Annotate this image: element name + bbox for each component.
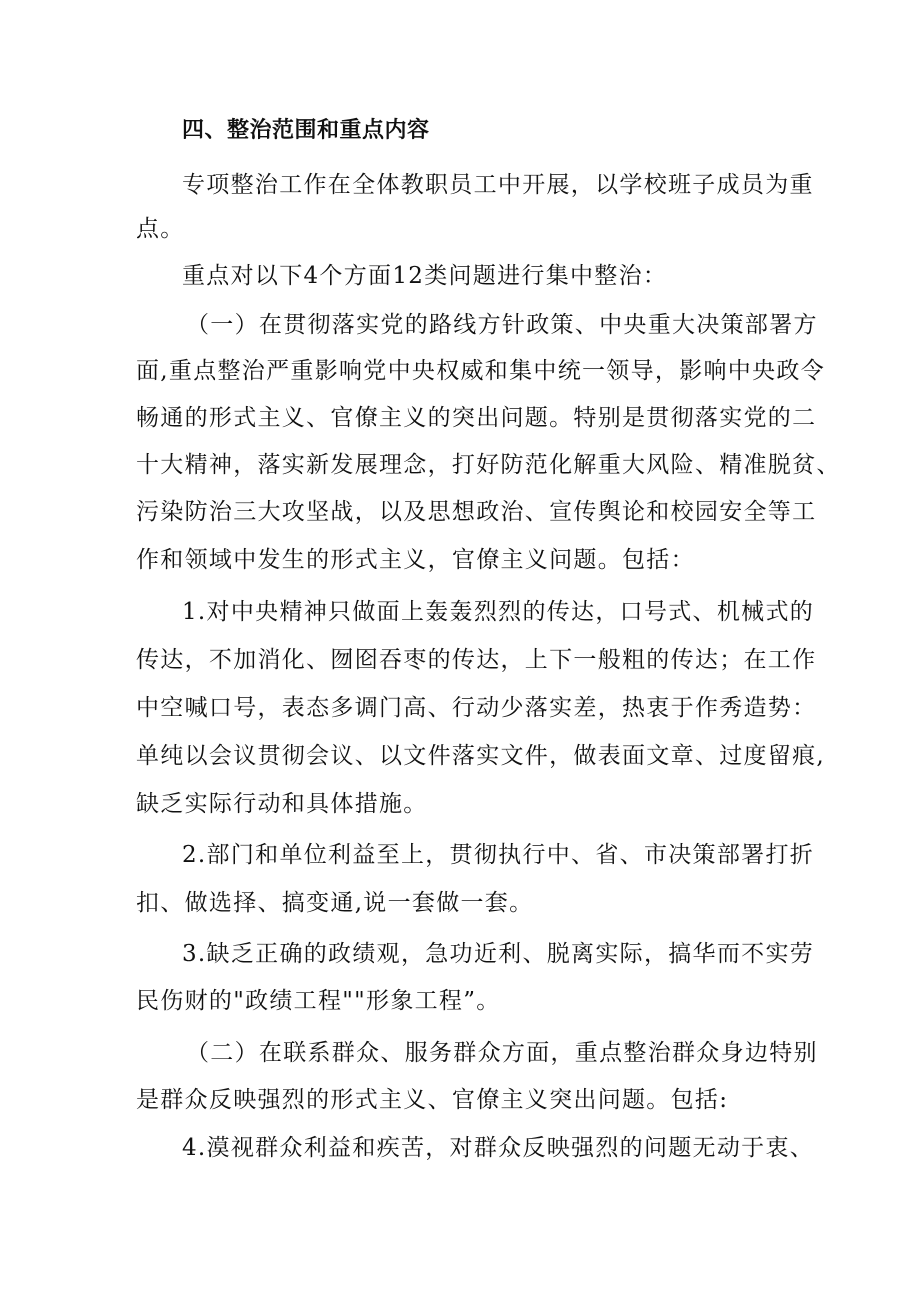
paragraph-line: 中空喊口号，表态多调门高、行动少落实差，热衷于作秀造势： (136, 695, 817, 721)
paragraph-line: 污染防治三大攻坚战，以及思想政治、宣传舆论和校园安全等工 (136, 499, 817, 525)
paragraph-line: 扣、做选择、搞变通,说一套做一套。 (136, 890, 534, 916)
paragraph-line: 面,重点整治严重影响党中央权威和集中统一领导，影响中央政令 (136, 358, 826, 384)
list-item-line: 2.部门和单位利益至上，贯彻执行中、省、市决策部署打折 (182, 842, 815, 868)
paragraph-line: 畅通的形式主义、官僚主义的突出问题。特别是贯彻落实党的二 (136, 405, 817, 431)
paragraph-line: 重点对以下4个方面12类问题进行集中整治： (182, 263, 668, 289)
subsection-line: （二）在联系群众、服务群众方面，重点整治群众身边特别 (186, 1040, 818, 1066)
subsection-line: （一）在贯彻落实党的路线方针政策、中央重大决策部署方 (186, 312, 818, 338)
paragraph-line: 十大精神，落实新发展理念，打好防范化解重大风险、精准脱贫、 (136, 452, 841, 478)
paragraph-line: 点。 (136, 216, 185, 242)
paragraph-line: 民伤财的"政绩工程""形象工程”。 (136, 988, 501, 1014)
paragraph-line: 单纯以会议贯彻会议、以文件落实文件，做表面文章、过度留痕, (136, 743, 826, 769)
list-item-line: 1.对中央精神只做面上轰轰烈烈的传达，口号式、机械式的 (182, 599, 815, 625)
section-heading: 四、整治范围和重点内容 (182, 118, 430, 143)
paragraph-line: 缺乏实际行动和具体措施。 (136, 791, 428, 817)
list-item-line: 3.缺乏正确的政绩观，急功近利、脱离实际，搞华而不实劳 (182, 941, 815, 967)
list-item-line: 4.漠视群众利益和疾苦，对群众反映强烈的问题无动于衷、 (182, 1135, 815, 1161)
paragraph-line: 作和领域中发生的形式主义，官僚主义问题。包括： (136, 547, 695, 573)
paragraph-line: 专项整治工作在全体教职员工中开展，以学校班子成员为重 (182, 172, 814, 198)
paragraph-line: 是群众反映强烈的形式主义、官僚主义突出问题。包括: (136, 1087, 729, 1113)
paragraph-line: 传达，不加消化、囫囵吞枣的传达，上下一般粗的传达；在工作 (136, 647, 817, 673)
